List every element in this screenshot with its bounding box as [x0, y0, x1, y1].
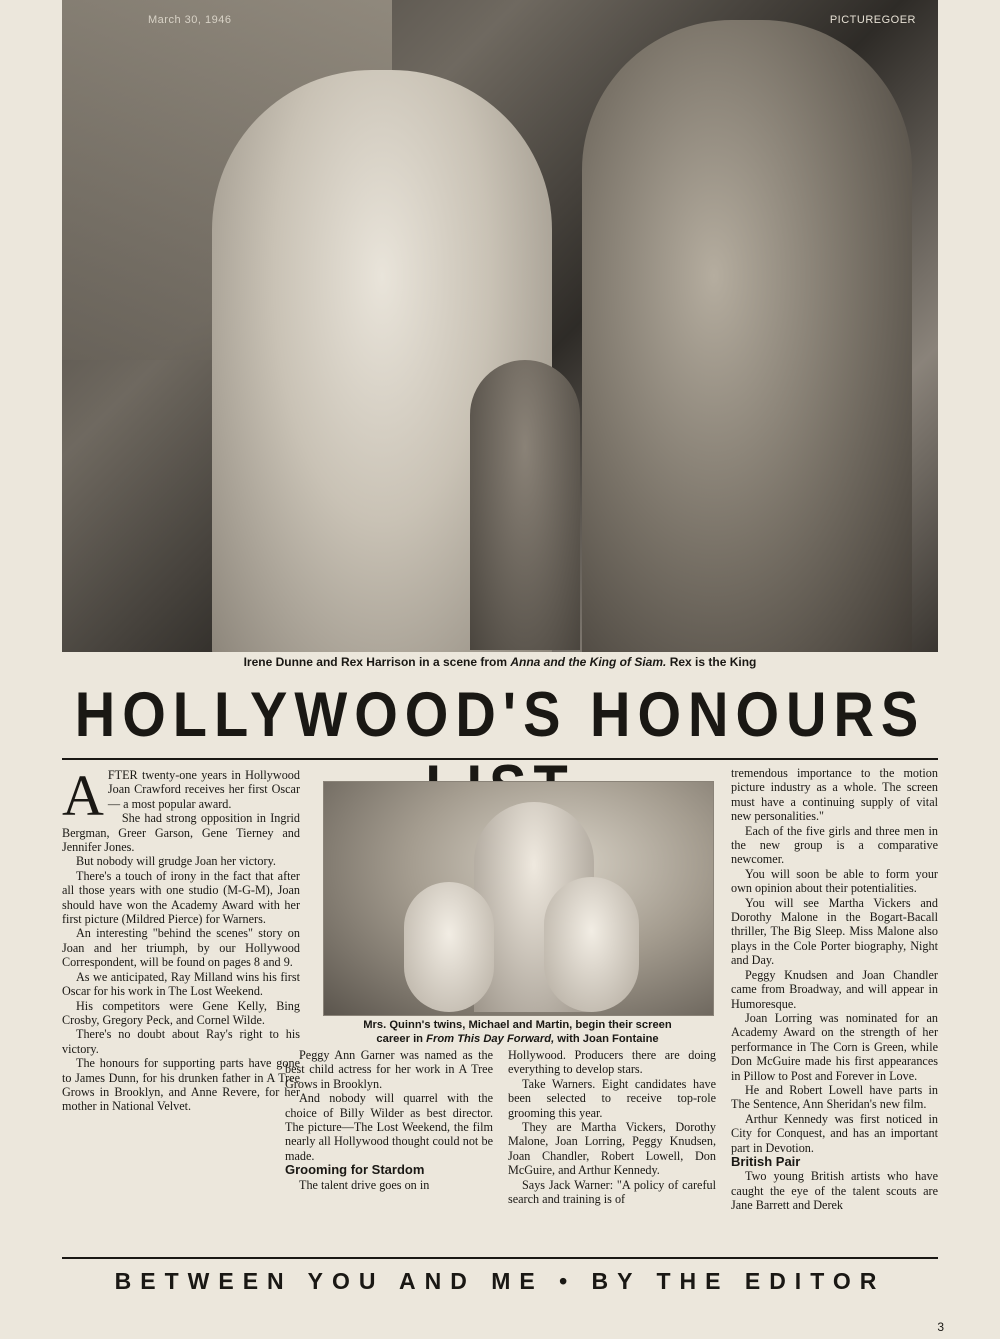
- paragraph: Take Warners. Eight candidates have been selected to receive top-role grooming this year.: [508, 1076, 716, 1120]
- film-still-photo: [62, 0, 938, 652]
- paragraph: He and Robert Lowell have parts in The Sentence, Ann Sheridan's new film.: [731, 1082, 938, 1112]
- twins-photo-caption: [323, 1018, 712, 1046]
- paragraph: You will soon be able to form your own opinion about their potentialities.: [731, 866, 938, 896]
- caption-film-title: From This Day Forward,: [426, 1033, 555, 1045]
- paragraph: Joan Lorring was nominated for an Academy Award on the strength of her performance in The Corn is Green, while Don McGuire made his first appearances in Pillow to Post and Forever in Love.: [731, 1010, 938, 1083]
- top-photo-caption: [62, 655, 938, 669]
- article-column-4: [731, 766, 938, 1213]
- paragraph: Says Jack Warner: "A policy of careful search and training is of: [508, 1177, 716, 1207]
- article-column-1: [62, 763, 300, 1114]
- publication-name: PICTUREGOER: [829, 14, 916, 26]
- page-number: 3: [937, 1320, 944, 1334]
- paragraph: Each of the five girls and three men in the new group is a comparative newcomer.: [731, 823, 938, 867]
- actor-figure: [582, 20, 912, 652]
- child-figure: [470, 360, 580, 650]
- footer-title: BETWEEN YOU AND ME • BY THE EDITOR: [114, 1268, 886, 1294]
- paragraph-text: FTER twenty-one years in Hollywood Joan Crawford receives her first Oscar — a most popular award.: [107, 768, 300, 811]
- caption-line: with Joan Fontaine: [554, 1033, 659, 1045]
- paragraph: The honours for supporting parts have gone to James Dunn, for his drunken father in A Tree Grows in Brooklyn, and Anne Revere, for her mother in National Velvet.: [62, 1056, 300, 1114]
- drop-cap: A: [62, 763, 104, 828]
- caption-line: Mrs. Quinn's twins, Michael and Martin, begin their screen: [363, 1019, 672, 1031]
- caption-film-title: Anna and the King of Siam.: [510, 655, 667, 669]
- paragraph: Arthur Kennedy was first noticed in City for Conquest, and has an important part in Devotion.: [731, 1111, 938, 1155]
- caption-text-end: Rex is the King: [666, 655, 757, 669]
- baby-figure: [404, 882, 494, 1012]
- section-subhead: Grooming for Stardom: [285, 1162, 425, 1178]
- headline-rule: [62, 758, 938, 760]
- paragraph: The talent drive goes on in: [299, 1177, 430, 1192]
- paragraph: An interesting "behind the scenes" story on Joan and her triumph, by our Hollywood Correspondent, will be found on pages 8 and 9.: [62, 926, 300, 970]
- paragraph: As we anticipated, Ray Milland wins his first Oscar for his work in The Lost Weekend.: [62, 969, 300, 999]
- paragraph: Peggy Ann Garner was named as the best child actress for her work in A Tree Grows in Brooklyn.: [285, 1048, 493, 1091]
- article-column-2: [285, 1048, 493, 1192]
- paragraph: His competitors were Gene Kelly, Bing Crosby, Gregory Peck, and Cornel Wilde.: [62, 998, 300, 1027]
- caption-text: Irene Dunne and Rex Harrison in a scene from: [243, 655, 511, 669]
- paragraph: Two young British artists who have caught the eye of the talent scouts are Jane Barrett and Derek: [731, 1169, 938, 1213]
- article-column-3: [508, 1048, 716, 1206]
- baby-figure: [544, 877, 639, 1012]
- paragraph: But nobody will grudge Joan her victory.: [76, 854, 276, 869]
- section-subhead: British Pair: [731, 1153, 801, 1169]
- paragraph: And nobody will quarrel with the choice of Billy Wilder as best director. The picture—The Lost Weekend, the film nearly all Hollywood thought could not be made.: [285, 1091, 493, 1163]
- twins-photo: [323, 781, 714, 1016]
- paragraph: You will see Martha Vickers and Dorothy Malone in the Bogart-Bacall thriller, The Big Sleep. Miss Malone also plays in the Cole Porter biography, Night and Day.: [731, 895, 938, 968]
- page-headline: HOLLYWOOD'S HONOURS: [74, 679, 926, 750]
- paragraph: They are Martha Vickers, Dorothy Malone, Joan Lorring, Peggy Knudsen, Joan Chandler, Robert Lowell, Don McGuire, and Arthur Kennedy.: [508, 1120, 716, 1178]
- paragraph: There's a touch of irony in the fact that after all those years with one studio (M-G-M), Joan should have won the Academy Award with her first picture (Mildred Pierce) for Warners.: [62, 868, 300, 927]
- footer-rule: [62, 1257, 938, 1259]
- paragraph: tremendous importance to the motion picture industry as a whole. The screen must have a continuing supply of vital new personalities.": [731, 766, 938, 824]
- paragraph: Peggy Knudsen and Joan Chandler came from Broadway, and will appear in Humoresque.: [731, 967, 938, 1011]
- lead-paragraph: [62, 763, 300, 828]
- paragraph: There's no doubt about Ray's right to his victory.: [62, 1027, 300, 1056]
- caption-line: career in: [376, 1033, 427, 1045]
- issue-date: March 30, 1946: [148, 14, 232, 26]
- paragraph: Hollywood. Producers there are doing everything to develop stars.: [508, 1048, 716, 1077]
- paragraph: She had strong opposition in Ingrid Bergman, Greer Garson, Gene Tierney and Jennifer Jones.: [62, 811, 300, 855]
